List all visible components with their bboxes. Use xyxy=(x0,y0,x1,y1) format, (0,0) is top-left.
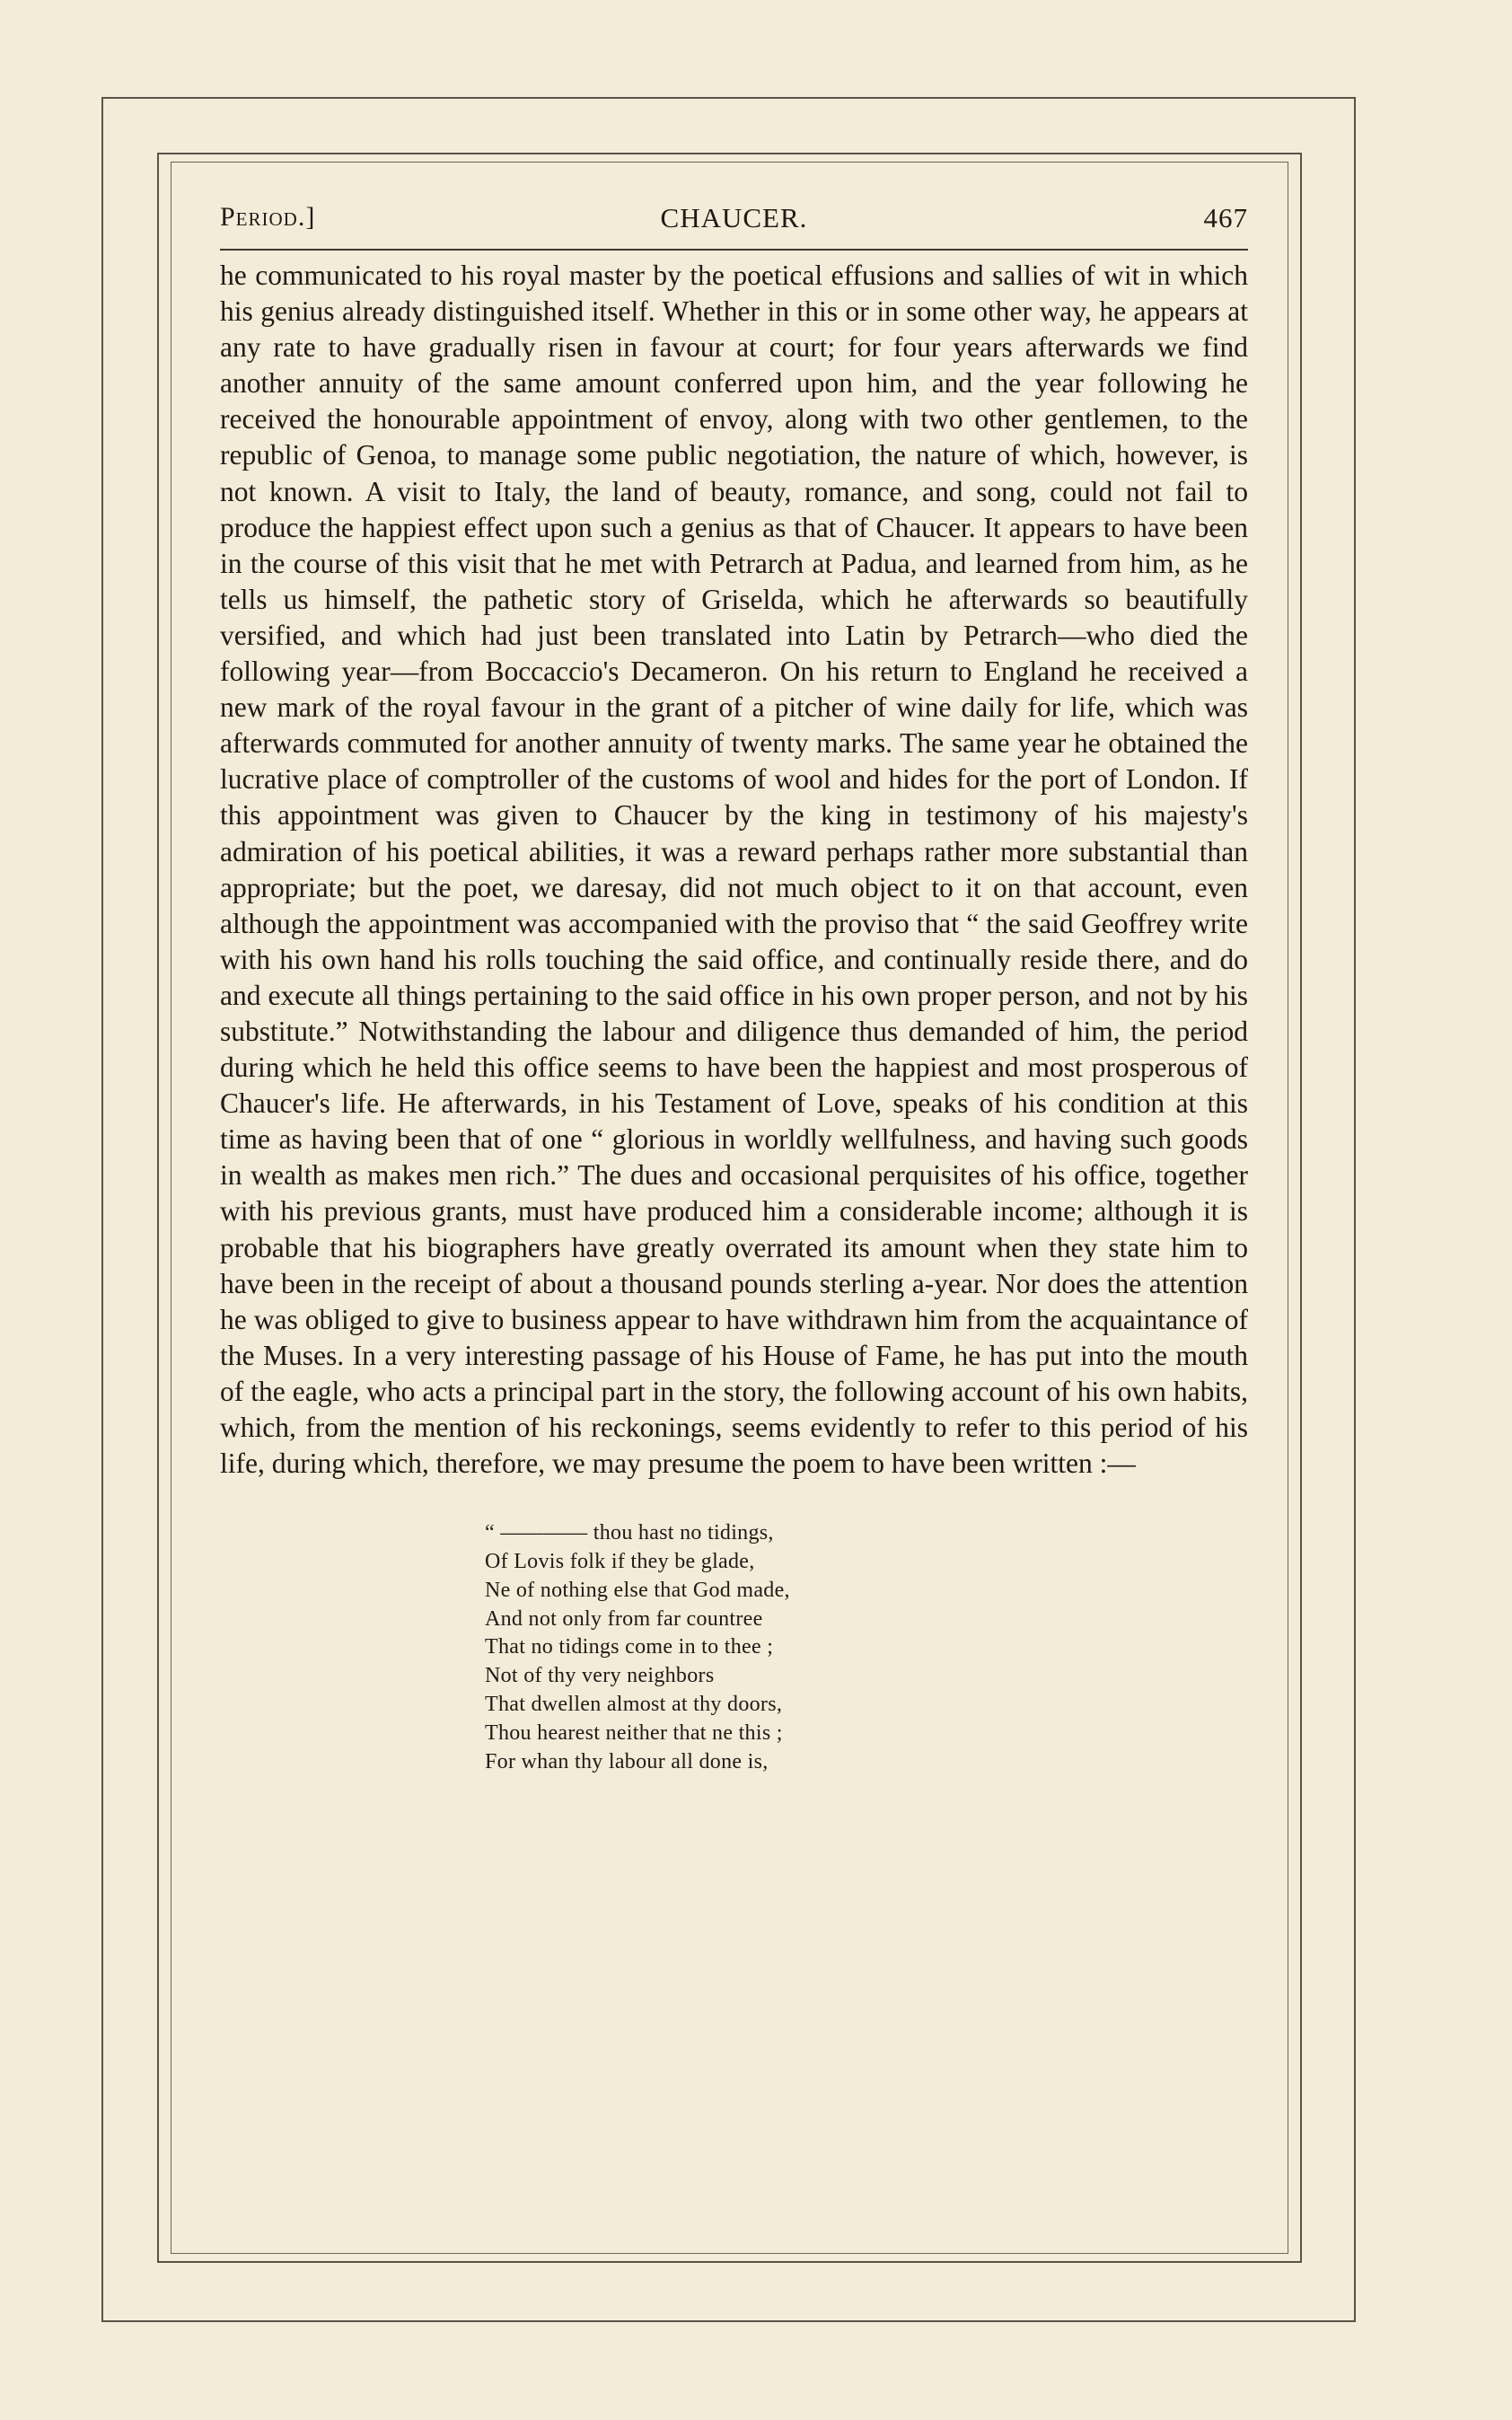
verse-line: Not of thy very neighbors xyxy=(485,1664,715,1688)
body-paragraph: he communicated to his royal master by the poetical effusions and sallies of wit in which his genius already distinguished itself. Whether in this or in some other way, he appears at any rate to have gradually risen in favour at court; for four years afterwards we find another annuity of the same amount conferred upon him, and the year following he received the honourable appointment of envoy, along with two other gentlemen, to the republic of Genoa, to manage some public negotiation, the nature of which, however, is not known. A visit to Italy, the land of beauty, romance, and song, could not fail to produce the happiest effect upon such a genius as that of Chaucer. It appears to have been in the course of this visit that he met with Petrarch at Padua, and learned from him, as he tells us himself, the pathetic story of Griselda, which he afterwards so beautifully versified, and which had just been translated into Latin by Petrarch—who died the following year—from Boccaccio's Decameron. On his return to England he received a new mark of the royal favour in the grant of a pitcher of wine daily for life, which was afterwards commuted for another annuity of twenty marks. The same year he obtained the lucrative place of comptroller of the customs of wool and hides for the port of London. If this appointment was given to Chaucer by the king in testimony of his majesty's admiration of his poetical abilities, it was a reward perhaps rather more substantial than appropriate; but the poet, we daresay, did not much object to it on that account, even although the appointment was accompanied with the proviso that “ the said Geoffrey write with his own hand his rolls touching the said office, and continually reside there, and do and execute all things pertaining to the said office in his own proper person, and not by his substitute.” Notwithstanding the labour and diligence thus demanded of him, the period during which he held this office seems to have been the happiest and most prosperous of Chaucer's life. He afterwards, in his Testament of Love, speaks of his condition at this time as having been that of one “ glorious in worldly wellfulness, and having such goods in wealth as makes men rich.” The dues and occasional perquisites of his office, together with his previous grants, must have produced him a considerable income; although it is probable that his biographers have greatly overrated its amount when they state him to have been in the receipt of about a thousand pounds sterling a-year. Nor does the attention he was obliged to give to business appear to have withdrawn him from the acquaintance of the Muses. In a very interesting passage of his House of Fame, he has put into the mouth of the eagle, who acts a principal part in the story, the following account of his own habits, which, from the mention of his reckonings, seems evidently to refer to this period of his life, during which, therefore, we may presume the poem to have been written :— xyxy=(220,260,1248,1480)
page-number: 467 xyxy=(1203,202,1248,233)
running-head-title: CHAUCER. xyxy=(660,202,808,233)
header-rule xyxy=(220,249,1248,251)
verse-line: For whan thy labour all done is, xyxy=(485,1749,769,1773)
running-head-period: Period.] xyxy=(220,202,316,232)
book-page xyxy=(220,193,1248,1776)
verse-line: And not only from far countree xyxy=(485,1606,763,1631)
verse-line: Of Lovis folk if they be glade, xyxy=(485,1549,755,1573)
verse-line: That dwellen almost at thy doors, xyxy=(485,1692,783,1716)
verse-line: That no tidings come in to thee ; xyxy=(485,1635,774,1659)
verse-line: Ne of nothing else that God made, xyxy=(485,1578,790,1602)
running-head xyxy=(220,193,1248,240)
verse-quotation xyxy=(485,1519,1248,1776)
verse-line: Thou hearest neither that ne this ; xyxy=(485,1720,783,1745)
verse-line: “ ———— thou hast no tidings, xyxy=(485,1521,774,1545)
